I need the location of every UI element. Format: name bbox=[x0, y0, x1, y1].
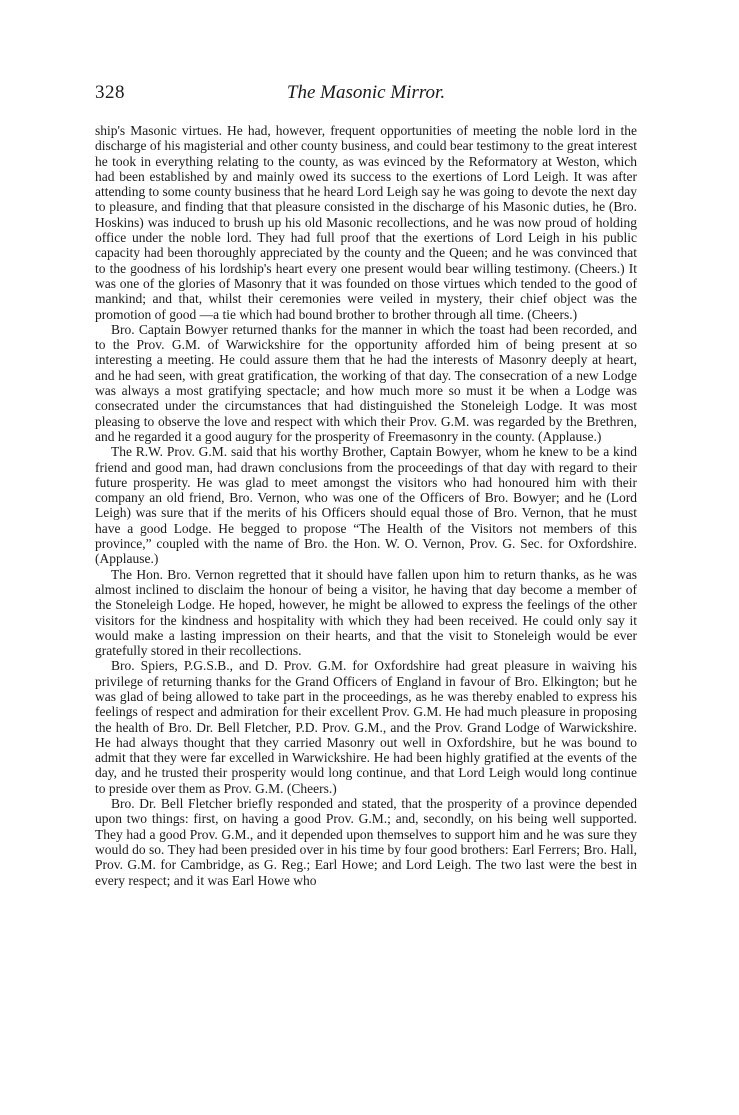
paragraph: Bro. Captain Bowyer returned thanks for the manner in which the toast had been recorded, and to the Prov. G.M. of Warwickshire for the opportunity afforded him of being present at so interesting a meeting. He could assure them that he had the interests of Masonry deeply at heart, and he had seen, with great gratification, the working of that day. The consecration of a new Lodge was always a most gratifying spectacle; and how much more so must it be when a Lodge was consecrated under the circumstances that had distinguished the Stoneleigh Lodge. It was most pleasing to observe the love and respect with which their Prov. G.M. was regarded by the Brethren, and he regarded it a good augury for the prosperity of Freemasonry in the county. (Applause.) bbox=[95, 321, 637, 444]
paragraph: ship's Masonic virtues. He had, however, frequent opportunities of meeting the noble lord in the discharge of his magisterial and other county business, and could bear testimony to the great interest he took in everything relating to the county, as was evinced by the Reformatory at Weston, which had been established by and mainly owed its success to the exertions of Lord Leigh. It was after attending to some county business that he heard Lord Leigh say he was going to devote the next day to pleasure, and finding that that pleasure consisted in the discharge of his Masonic duties, he (Bro. Hoskins) was induced to brush up his old Masonic recollections, and he was now proud of holding office under the noble lord. They had full proof that the exertions of Lord Leigh in his public capacity had been thoroughly appreciated by the county and the Queen; and he was convinced that to the goodness of his lordship's heart every one present would bear willing testimony. (Cheers.) It was one of the glories of Masonry that it was founded on those virtues which tended to the good of mankind; and that, whilst their ceremonies were veiled in mystery, their chief object was the promotion of good —a tie which had bound brother to brother through all time. (Cheers.) bbox=[95, 123, 637, 322]
paragraph: The R.W. Prov. G.M. said that his worthy Brother, Captain Bowyer, whom he knew to be a kind friend and good man, had drawn conclusions from the proceedings of that day with regard to their future prosperity. He was glad to meet amongst the visitors who had honoured him with their company an old friend, Bro. Vernon, who was one of the Officers of Bro. Bowyer; and he (Lord Leigh) was sure that if the merits of his Officers should equal those of Bro. Vernon, that he must have a good Lodge. He begged to propose “The Health of the Visitors not members of this province,” coupled with the name of Bro. the Hon. W. O. Vernon, Prov. G. Sec. for Oxfordshire. (Applause.) bbox=[95, 444, 637, 567]
running-title: The Masonic Mirror. bbox=[286, 82, 446, 103]
page-number: 328 bbox=[95, 82, 125, 103]
article-body bbox=[95, 123, 637, 888]
page-header bbox=[95, 82, 637, 112]
paragraph: Bro. Dr. Bell Fletcher briefly responded and stated, that the prosperity of a province depended upon two things: first, on having a good Prov. G.M.; and, secondly, on his being well supported. They had a good Prov. G.M., and it depended upon themselves to support him and he was sure they would do so. They had been presided over in his time by four good brothers: Earl Ferrers; Bro. Hall, Prov. G.M. for Cambridge, as G. Reg.; Earl Howe; and Lord Leigh. The two last were the best in every respect; and it was Earl Howe who bbox=[95, 796, 637, 888]
paragraph: The Hon. Bro. Vernon regretted that it should have fallen upon him to return thanks, as he was almost inclined to disclaim the honour of being a visitor, he having that day become a member of the Stoneleigh Lodge. He hoped, however, he might be allowed to express the feelings of the other visitors for the kindness and hospitality with which they had been received. He could only say it would make a lasting impression on their hearts, and that the visit to Stoneleigh would be ever gratefully stored in their recollections. bbox=[95, 566, 637, 659]
paragraph: Bro. Spiers, P.G.S.B., and D. Prov. G.M. for Oxfordshire had great pleasure in waiving his privilege of returning thanks for the Grand Officers of England in favour of Bro. Elkington; but he was glad of being allowed to take part in the proceedings, as he was thereby enabled to express his feelings of respect and admiration for their excellent Prov. G.M. He had much pleasure in proposing the health of Bro. Dr. Bell Fletcher, P.D. Prov. G.M., and the Prov. Grand Lodge of Warwickshire. He had always thought that they carried Masonry out well in Oxfordshire, but he was bound to admit that they were far excelled in Warwickshire. He had been highly gratified at the events of the day, and he trusted their prosperity would long continue, and that Lord Leigh would long continue to preside over them as Prov. G.M. (Cheers.) bbox=[95, 658, 637, 796]
